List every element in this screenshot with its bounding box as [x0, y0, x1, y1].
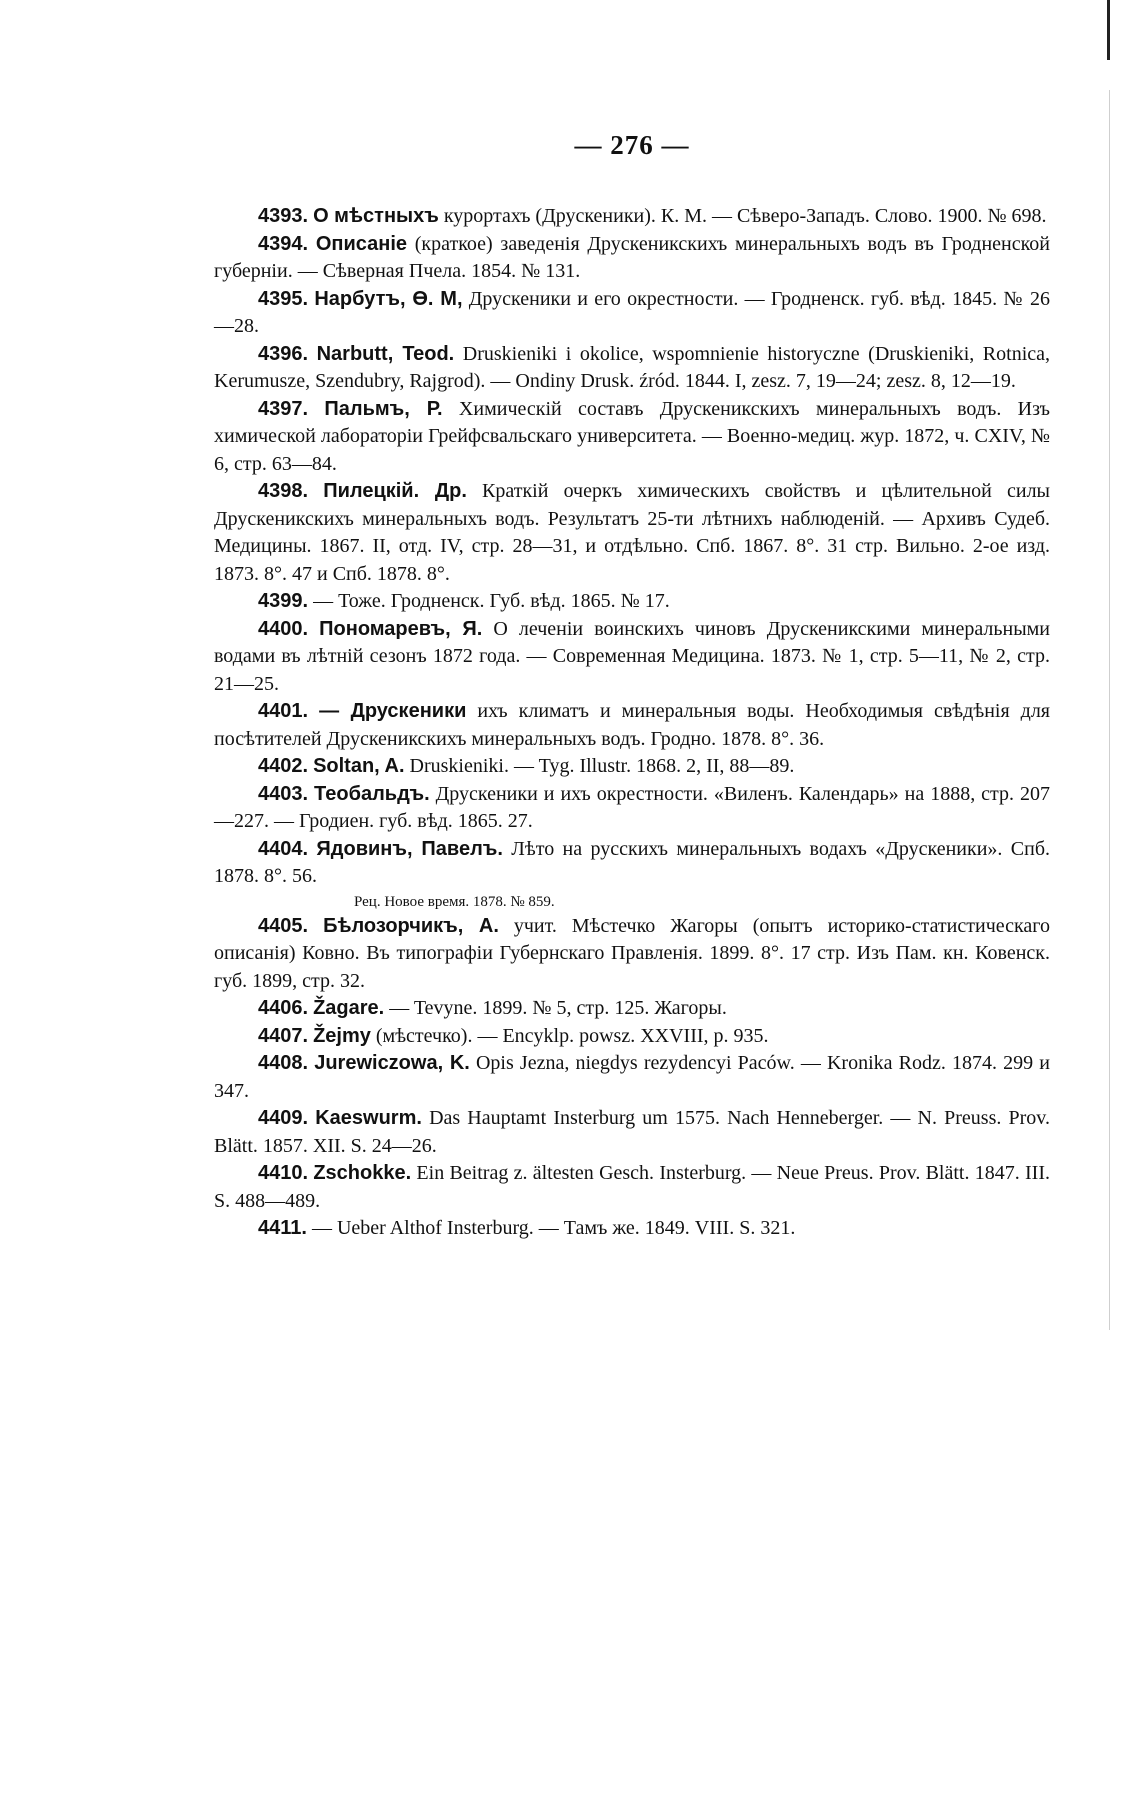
entry-heading: Описаніе [315, 232, 407, 255]
bibliography-entry [214, 341, 1050, 396]
bibliography-entry [214, 588, 1050, 616]
entry-text: ихъ климатъ и минеральныя воды. Необходимыя свѣдѣнія для посѣтителей Друскеникскихъ минеральныхъ водъ. Гродно. 1878. 8°. 36. [214, 700, 1050, 750]
entry-number: 4400. [258, 617, 309, 640]
entry-heading: Пилецкій. Др. [323, 480, 467, 502]
entry-text: — Ueber Althof Insterburg. — Тамъ же. 1849. VIII. S. 321. [311, 1217, 796, 1239]
entry-text: Краткій очеркъ химическихъ свойствъ и цѣлительной силы Друскеникскихъ минеральныхъ водъ. Результатъ 25-ти лѣтнихъ наблюденій. — Архивъ Судеб. Медицины. 1867. II, отд. IV, стр. 28—31, и отдѣльно. Спб. 1867. 8°. 31 стр. Вильно. 2-ое изд. 1873. 8°. 47 и Спб. 1878. 8°. [214, 480, 1050, 585]
bibliography-entry [214, 616, 1050, 699]
entry-number: 4402. [258, 755, 309, 777]
entry-text: Opis Jezna, niegdys rezydencyi Paców. — Kronika Rodz. 1874. 299 и 347. [214, 1052, 1050, 1102]
entry-number: 4399. [258, 590, 309, 612]
entry-number: 4396. [258, 342, 309, 365]
entry-heading: О мѣстныхъ [313, 205, 439, 227]
entry-text: (мѣстечко). — Encyklp. powsz. XXVIII, p. 935. [370, 1024, 769, 1047]
entry-heading: Zschokke. [313, 1162, 412, 1184]
entry-text: Druskieniki i okolice, wspomnienie historyczne (Druskieniki, Rotnica, Kerumusze, Szendubry, Rajgrod). — Ondiny Drusk. źród. 1844. I, zesz. 7, 19—24; zesz. 8, 12—19. [214, 342, 1051, 392]
document-page [214, 130, 1050, 1243]
entry-heading: Бѣлозорчикъ, А. [323, 914, 499, 937]
entry-heading: Ядовинъ, Павелъ. [316, 837, 503, 860]
bibliography-entry [214, 1050, 1050, 1105]
entry-text: (краткое) заведенія Друскеникскихъ минеральныхъ водъ въ Гродненской губерніи. — Сѣверная Пчела. 1854. № 131. [214, 232, 1051, 282]
bibliography-entry [214, 286, 1050, 341]
entry-text: О леченіи воинскихъ чиновъ Друскеникскими минеральными водами въ лѣтній сезонъ 1872 года. — Современная Медицина. 1873. № 1, стр. 5—11, № 2, стр. 21—25. [214, 617, 1050, 695]
bibliography-entry [214, 836, 1050, 891]
entry-heading: Soltan, A. [313, 755, 405, 777]
bibliography-entry [214, 753, 1050, 781]
entry-heading: Пономаревъ, Я. [319, 617, 483, 640]
scan-edge-line [1109, 90, 1110, 1330]
entries-list [214, 203, 1050, 1243]
bibliography-entry [214, 396, 1050, 479]
entry-heading: Теобальдъ. [314, 782, 430, 805]
entry-text: курортахъ (Друскеники). К. М. — Сѣверо-Западъ. Слово. 1900. № 698. [438, 205, 1047, 227]
entry-text: Druskieniki. — Tyg. Illustr. 1868. 2, II, 88—89. [404, 755, 795, 777]
entry-number: 4401. [258, 700, 309, 722]
bibliography-entry [214, 913, 1050, 996]
entry-number: 4407. [258, 1024, 309, 1047]
entry-number: 4397. [258, 397, 309, 420]
entry-number: 4409. [258, 1107, 309, 1129]
entry-text: Ein Beitrag z. ältesten Gesch. Insterburg. — Neue Preus. Prov. Blätt. 1847. III. S. 488—489. [214, 1162, 1050, 1212]
entry-number: 4403. [258, 782, 309, 805]
bibliography-entry [214, 698, 1050, 753]
entry-number: 4411. [258, 1217, 307, 1239]
bibliography-entry [214, 1105, 1050, 1160]
entry-text: — Tevyne. 1899. № 5, стр. 125. Жагоры. [384, 997, 727, 1019]
entry-text: Друскеники и его окрестности. — Гродненск. губ. вѣд. 1845. № 26—28. [214, 287, 1050, 337]
entry-heading: Žagare. [313, 997, 385, 1019]
entry-number: 4406. [258, 997, 309, 1019]
entry-heading: Нарбутъ, Ө. М, [314, 287, 463, 310]
entry-text: — Тоже. Гродненск. Губ. вѣд. 1865. № 17. [313, 590, 670, 612]
entry-heading: Kaeswurm. [315, 1107, 422, 1129]
entry-text: учит. Мѣстечко Жагоры (опытъ историко-статистическаго описанія) Ковно. Въ типографіи Губернскаго Правленія. 1899. 8°. 17 стр. Изъ Пам. кн. Ковенск. губ. 1899, стр. 32. [214, 914, 1050, 992]
review-note: Рец. Новое время. 1878. № 859. [354, 893, 555, 910]
bibliography-entry [214, 231, 1050, 286]
entry-number: 4404. [258, 837, 309, 860]
bibliography-entry [214, 1023, 1050, 1051]
entry-number: 4395. [258, 287, 309, 310]
entry-heading: Narbutt, Teod. [316, 342, 455, 365]
bibliography-entry [214, 781, 1050, 836]
entry-number: 4410. [258, 1162, 309, 1184]
entry-number: 4393. [258, 205, 309, 227]
bibliography-entry [214, 478, 1050, 588]
entry-text: Химическій составъ Друскеникскихъ минеральныхъ водъ. Изъ химической лабораторіи Грейфсвальскаго университета. — Военно-медиц. жур. 1872, ч. CXIV, № 6, стр. 63—84. [214, 397, 1051, 475]
entry-number: 4398. [258, 480, 309, 502]
bibliography-entry [214, 203, 1050, 231]
entry-text: Лѣто на русскихъ минеральныхъ водахъ «Друскеники». Спб. 1878. 8°. 56. [214, 837, 1050, 887]
page-number: — 276 — [574, 130, 690, 160]
bibliography-entry [214, 995, 1050, 1023]
bibliography-entry [214, 1160, 1050, 1215]
entry-text: Das Hauptamt Insterburg um 1575. Nach Henneberger. — N. Preuss. Prov. Blätt. 1857. XII. S. 24—26. [214, 1107, 1050, 1157]
entry-heading: Пальмъ, Р. [324, 397, 443, 420]
entry-number: 4394. [258, 232, 309, 255]
bibliography-entry [214, 1215, 1050, 1243]
entry-text: Друскеники и ихъ окрестности. «Виленъ. Календарь» на 1888, стр. 207—227. — Гродиен. губ. вѣд. 1865. 27. [214, 782, 1051, 832]
entry-heading: — Друскеники [319, 700, 467, 722]
entry-heading: Jurewiczowa, K. [314, 1052, 470, 1074]
entry-number: 4405. [258, 914, 309, 937]
scan-edge-mark [1107, 0, 1110, 60]
entry-number: 4408. [258, 1052, 309, 1074]
entry-heading: Žejmy [313, 1024, 371, 1047]
